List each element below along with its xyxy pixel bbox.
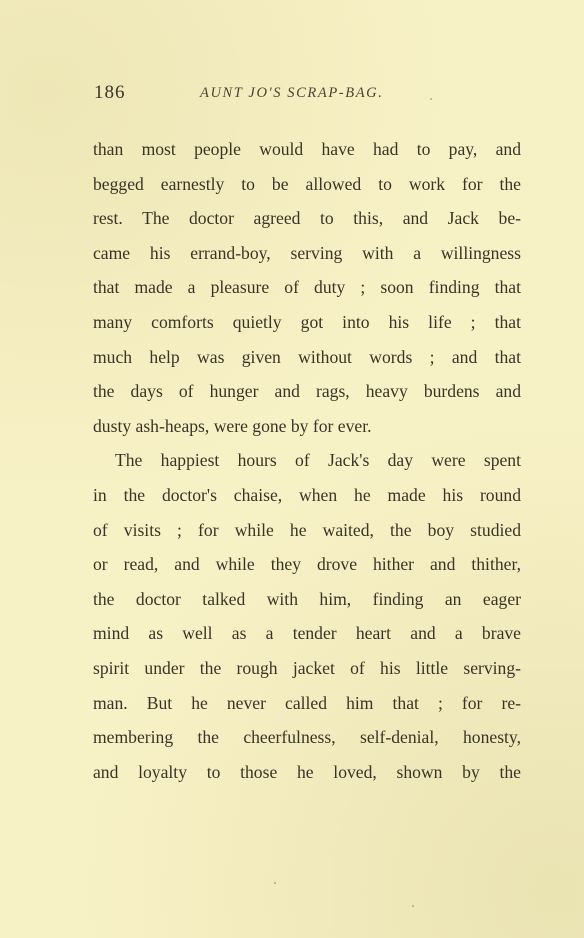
text-line: of visits ; for while he waited, the boy studied: [93, 519, 521, 540]
text-line: much help was given without words ; and that: [93, 346, 521, 367]
text-line: or read, and while they drove hither and thither,: [93, 554, 521, 575]
paper-speck: [412, 905, 414, 907]
running-head: [94, 82, 434, 108]
text-line: begged earnestly to be allowed to work for the: [93, 173, 521, 194]
text-line: the doctor talked with him, finding an eager: [93, 588, 521, 609]
text-line: rest. The doctor agreed to this, and Jack be-: [93, 208, 521, 229]
text-line: came his errand-boy, serving with a willingness: [93, 242, 521, 263]
text-line: than most people would have had to pay, and: [93, 139, 521, 159]
text-line: dusty ash-heaps, were gone by for ever.: [93, 415, 372, 436]
text-line: in the doctor's chaise, when he made his round: [93, 484, 521, 505]
text-line: man. But he never called him that ; for re-: [93, 692, 521, 713]
text-line: many comforts quietly got into his life ; that: [93, 311, 521, 332]
text-line: spirit under the rough jacket of his little serving-: [93, 657, 521, 678]
running-title: AUNT JO'S SCRAP-BAG.: [200, 85, 384, 101]
paper-speck: [274, 882, 276, 884]
text-line: and loyalty to those he loved, shown by the: [93, 761, 521, 782]
text-line: mind as well as a tender heart and a brave: [93, 623, 521, 644]
text-line: the days of hunger and rags, heavy burdens and: [93, 381, 521, 402]
paper-speck: [430, 98, 432, 100]
paragraph: [93, 132, 521, 443]
text-line: that made a pleasure of duty ; soon finding that: [93, 277, 521, 298]
page-number: 186: [94, 82, 126, 103]
text-line: The happiest hours of Jack's day were spent: [115, 450, 521, 471]
paragraph: [93, 443, 521, 789]
body-text: [93, 132, 521, 789]
text-line: membering the cheerfulness, self-denial, honesty,: [93, 727, 521, 748]
